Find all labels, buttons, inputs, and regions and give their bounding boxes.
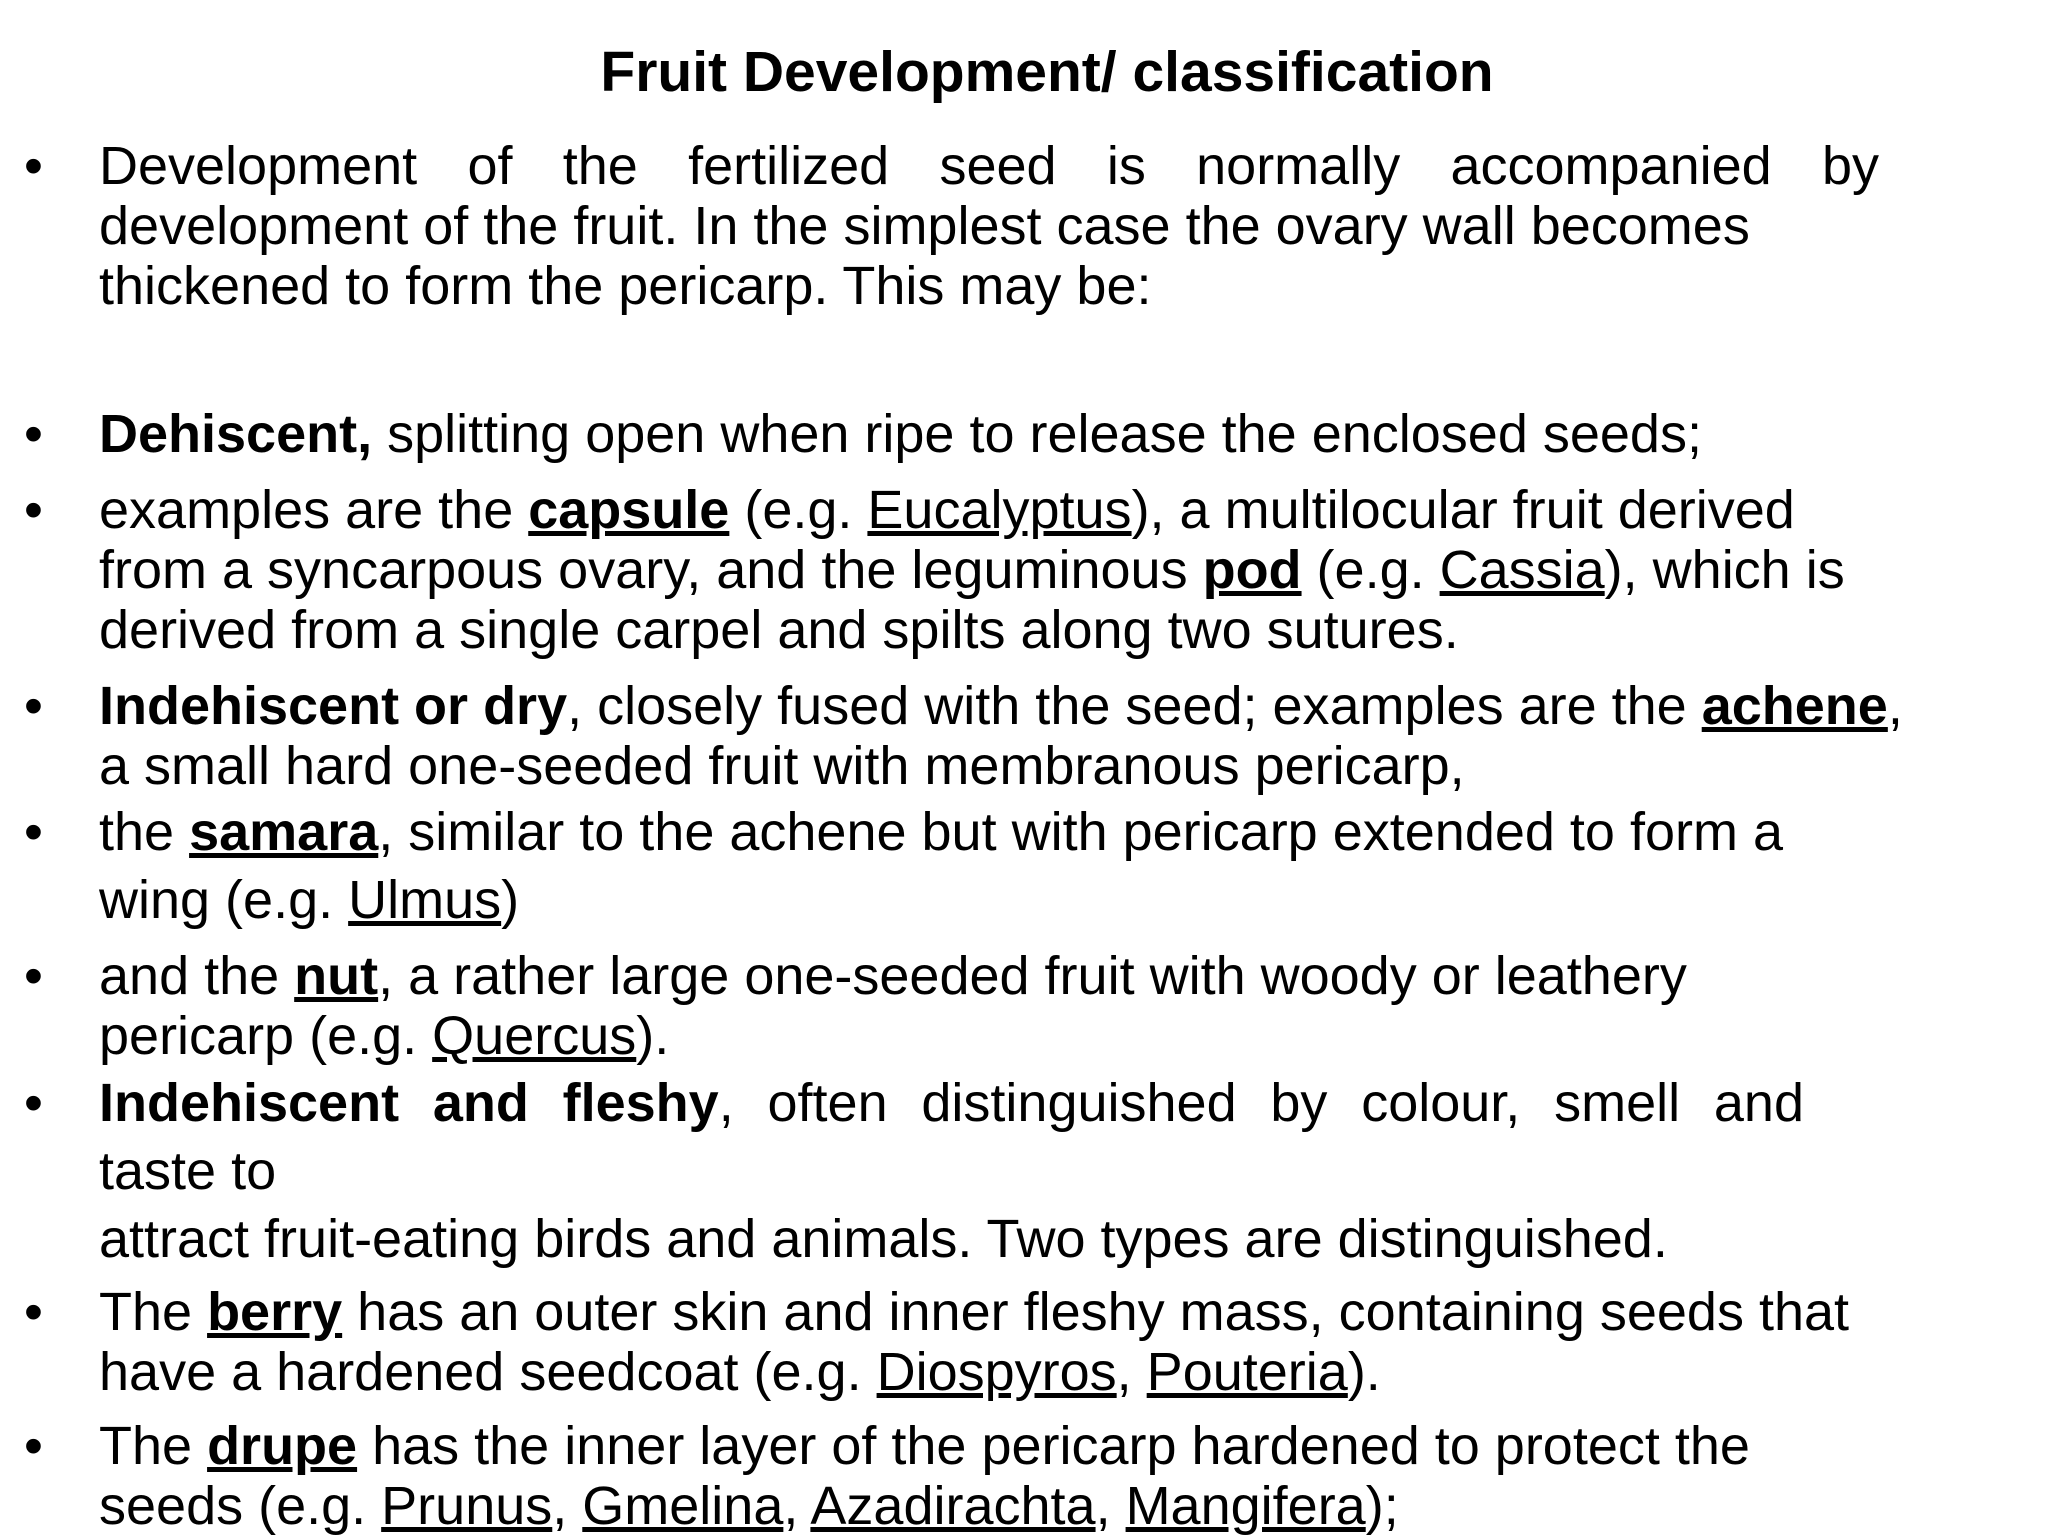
text-span: from a syncarpous ovary, and the leguminous bbox=[99, 540, 1203, 600]
text-span: ). bbox=[636, 1006, 670, 1066]
bullet-dot: • bbox=[24, 480, 43, 540]
example-pouteria: Pouteria bbox=[1146, 1342, 1348, 1402]
text-span: (e.g. bbox=[1301, 540, 1440, 600]
text-span: and the bbox=[99, 946, 295, 1006]
text-span: the bbox=[99, 802, 190, 862]
page-title: Fruit Development/ classification bbox=[600, 40, 1494, 104]
example-mangifera: Mangifera bbox=[1125, 1476, 1366, 1536]
text-span: has an outer skin and inner fleshy mass, containing seeds that bbox=[342, 1282, 1850, 1342]
bullet-dot: • bbox=[24, 1416, 43, 1476]
bullet-dot: • bbox=[24, 1282, 43, 1342]
term-indehiscent-fleshy: Indehiscent and fleshy bbox=[99, 1073, 719, 1133]
term-indehiscent-dry: Indehiscent or dry bbox=[99, 676, 568, 736]
text-span: examples are the bbox=[99, 480, 529, 540]
text-line: Development of the fertilized seed is normally accompanied by bbox=[99, 136, 1879, 196]
text-line: derived from a single carpel and spilts along two sutures. bbox=[99, 600, 1459, 660]
term-achene: achene bbox=[1701, 676, 1888, 736]
text-line: a small hard one-seeded fruit with membranous pericarp, bbox=[99, 736, 1465, 796]
text-line: thickened to form the pericarp. This may be: bbox=[99, 256, 1152, 316]
bullet-dot: • bbox=[24, 676, 43, 736]
text-span: The bbox=[99, 1416, 208, 1476]
text-span: wing (e.g. bbox=[99, 870, 349, 930]
bullet-dot: • bbox=[24, 404, 43, 464]
text-span: , bbox=[1116, 1342, 1147, 1402]
text-span: has the inner layer of the pericarp hardened to protect the bbox=[357, 1416, 1750, 1476]
term-nut: nut bbox=[294, 946, 379, 1006]
term-samara: samara bbox=[189, 802, 379, 862]
example-prunus: Prunus bbox=[381, 1476, 553, 1536]
example-cassia: Cassia bbox=[1439, 540, 1605, 600]
term-drupe: drupe bbox=[207, 1416, 358, 1476]
text-span: (e.g. bbox=[729, 480, 868, 540]
text-span: ); bbox=[1365, 1476, 1399, 1536]
text-span: seeds (e.g. bbox=[99, 1476, 382, 1536]
bullet-dot: • bbox=[24, 1073, 43, 1133]
text-span: , a rather large one-seeded fruit with woody or leathery bbox=[378, 946, 1687, 1006]
example-quercus: Quercus bbox=[432, 1006, 637, 1066]
text-span: The bbox=[99, 1282, 208, 1342]
text-span: have a hardened seedcoat (e.g. bbox=[99, 1342, 877, 1402]
text-line: taste to bbox=[99, 1141, 277, 1201]
example-gmelina: Gmelina bbox=[582, 1476, 784, 1536]
example-azadirachta: Azadirachta bbox=[810, 1476, 1096, 1536]
example-diospyros: Diospyros bbox=[876, 1342, 1117, 1402]
term-dehiscent: Dehiscent, bbox=[99, 404, 373, 464]
text-line: attract fruit-eating birds and animals. Two types are distinguished. bbox=[99, 1209, 1668, 1269]
bullet-dot: • bbox=[24, 802, 43, 862]
text-line: development of the fruit. In the simplest case the ovary wall becomes bbox=[99, 196, 1750, 256]
text-span: , bbox=[552, 1476, 583, 1536]
term-capsule: capsule bbox=[528, 480, 730, 540]
bullet-dot: • bbox=[24, 136, 43, 196]
text-span: , often distinguished by colour, smell and bbox=[718, 1073, 1804, 1133]
text-span: ), a multilocular fruit derived bbox=[1131, 480, 1795, 540]
text-span: , bbox=[783, 1476, 811, 1536]
example-ulmus: Ulmus bbox=[348, 870, 502, 930]
bullet-dot: • bbox=[24, 946, 43, 1006]
text-span: ). bbox=[1347, 1342, 1381, 1402]
term-pod: pod bbox=[1202, 540, 1302, 600]
text-span: splitting open when ripe to release the enclosed seeds; bbox=[372, 404, 1702, 464]
text-span: , bbox=[1095, 1476, 1126, 1536]
text-span: pericarp (e.g. bbox=[99, 1006, 433, 1066]
example-eucalyptus: Eucalyptus bbox=[867, 480, 1132, 540]
term-berry: berry bbox=[207, 1282, 343, 1342]
text-span: , closely fused with the seed; examples are the bbox=[567, 676, 1702, 736]
text-span: ), which is bbox=[1604, 540, 1845, 600]
text-span: , bbox=[1887, 676, 1903, 736]
text-span: ) bbox=[501, 870, 520, 930]
text-span: , similar to the achene but with pericarp extended to form a bbox=[378, 802, 1783, 862]
